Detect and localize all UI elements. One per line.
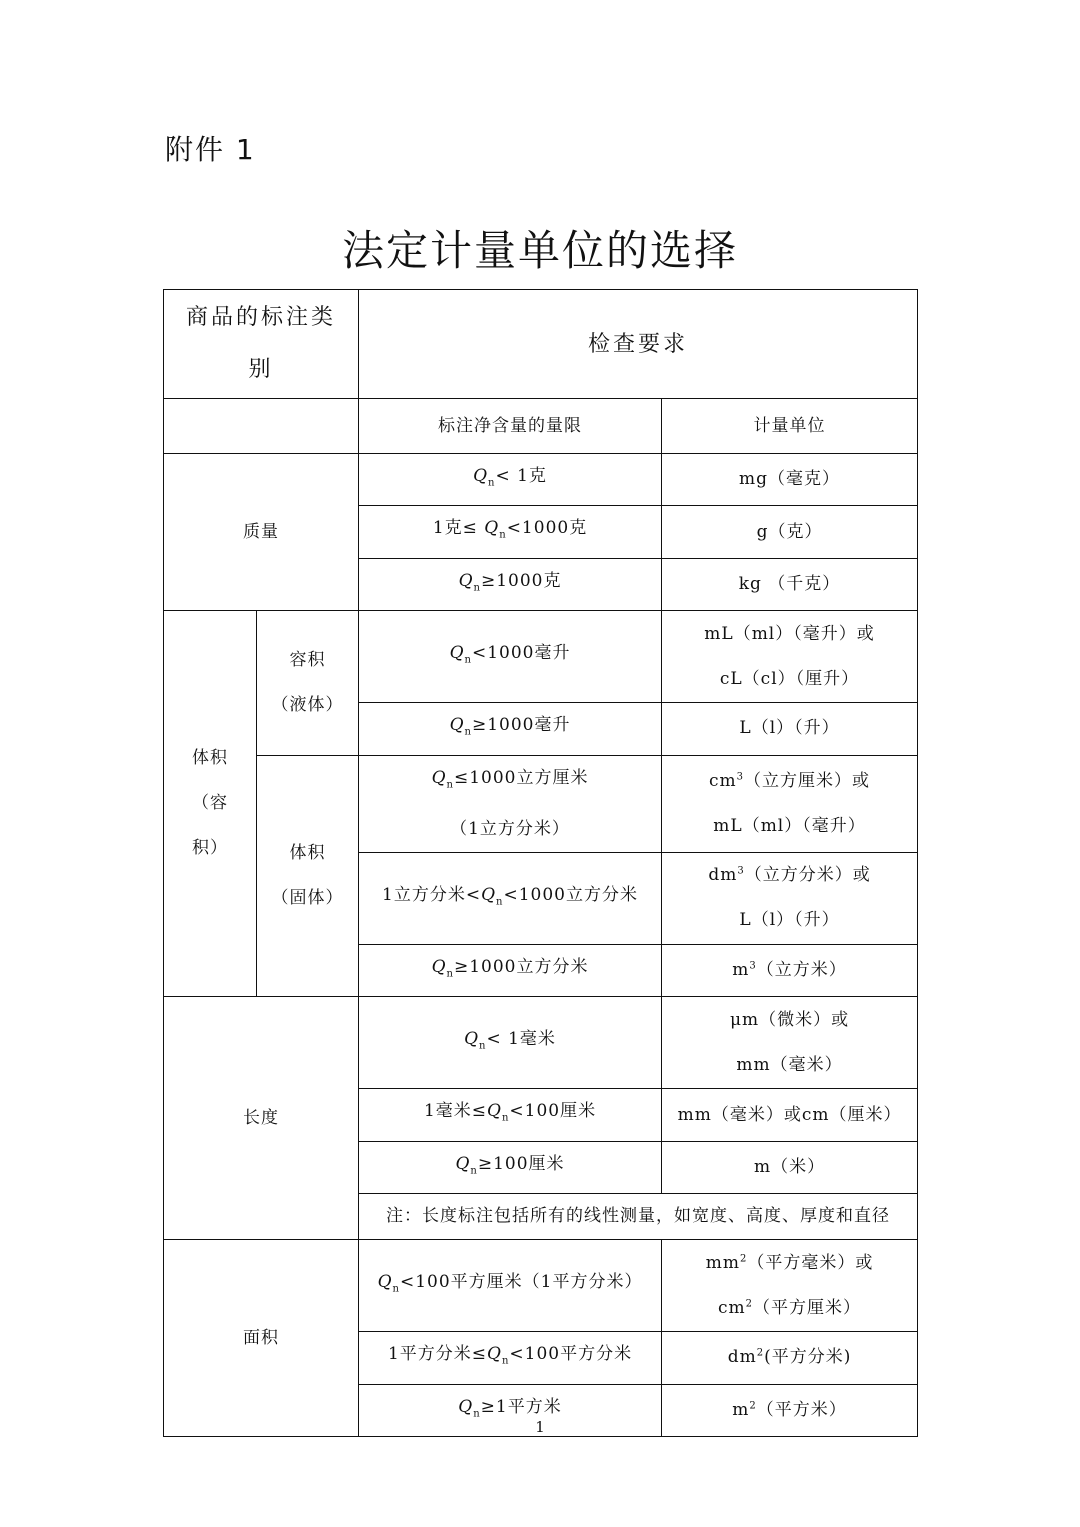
unit-cell: $m^3$（立方米） <box>662 944 918 996</box>
table-row <box>164 755 918 852</box>
length-note: 注：长度标注包括所有的线性测量，如宽度、高度、厚度和直径 <box>359 1194 918 1240</box>
limit-cell: $Q_n\ge 1000$立方分米 <box>359 944 662 996</box>
limit-cell: $Q_n< 1$毫米 <box>359 997 662 1089</box>
q-symbol: $Q_n$ <box>487 1101 510 1124</box>
limit-cell: 1立方分米$<Q_n<1000$立方分米 <box>359 852 662 944</box>
category-area: 面积 <box>164 1240 359 1437</box>
unit-cell: mm（毫米）或cm（厘米） <box>662 1089 918 1141</box>
q-symbol: $Q_n$ <box>449 715 472 738</box>
unit-cell: μm（微米）或 mm（毫米） <box>662 997 918 1089</box>
q-symbol: $Q_n$ <box>431 956 454 980</box>
q-symbol: $Q_n$ <box>455 1153 478 1177</box>
unit-cell: m（米） <box>662 1141 918 1193</box>
table-row <box>164 997 918 1089</box>
table-row <box>164 611 918 703</box>
subcategory-liquid: 容积 （液体） <box>257 611 359 755</box>
limit-cell: $Q_n\ge 1000$克 <box>359 558 662 610</box>
unit-cell: mL（ml）（毫升）或 cL（cl）（厘升） <box>662 611 918 703</box>
table-row <box>164 454 918 506</box>
q-symbol: $Q_n$ <box>377 1271 400 1295</box>
unit-cell: mg（毫克） <box>662 454 918 506</box>
q-symbol: $Q_n$ <box>487 1344 510 1367</box>
limit-cell: $Q_n< 1$克 <box>359 454 662 506</box>
category-header: 商品的标注类别 <box>164 290 359 399</box>
q-symbol: $Q_n$ <box>473 466 496 489</box>
subcategory-solid: 体积 （固体） <box>257 755 359 997</box>
limit-cell: $Q_n<100$平方厘米（1平方分米） <box>359 1240 662 1332</box>
category-volume: 体积 （容 积） <box>164 611 257 997</box>
category-quality: 质量 <box>164 454 359 611</box>
table-row <box>164 1240 918 1332</box>
attachment-label: 附件 1 <box>165 133 256 166</box>
q-symbol: $Q_n$ <box>449 642 472 666</box>
document-title: 法定计量单位的选择 <box>341 226 738 275</box>
unit-cell: $mm^2$（平方毫米）或 $cm^2$（平方厘米） <box>662 1240 918 1332</box>
limit-cell: $Q_n\ge 100$厘米 <box>359 1141 662 1193</box>
q-symbol: $Q_n$ <box>464 1029 487 1052</box>
unit-cell: $dm^3$（立方分米）或 L（l）（升） <box>662 852 918 944</box>
table-header-row <box>164 290 918 399</box>
page-number: 1 <box>535 1418 545 1436</box>
limit-cell: $Q_n\ge 1$平方米 <box>359 1384 662 1436</box>
unit-cell: $m^2$（平方米） <box>662 1384 918 1436</box>
unit-cell: kg （千克） <box>662 558 918 610</box>
subheader-row <box>164 399 918 454</box>
limit-cell: 1平方分米$\le Q_n<100$平方分米 <box>359 1332 662 1384</box>
blank-cell <box>164 399 359 454</box>
unit-cell: $cm^3$（立方厘米）或 mL（ml）（毫升） <box>662 755 918 852</box>
limit-cell: $Q_n<1000$毫升 <box>359 611 662 703</box>
q-symbol: $Q_n$ <box>458 570 481 594</box>
unit-cell: L（l）（升） <box>662 703 918 755</box>
limit-cell: $Q_n\ge 1000$毫升 <box>359 703 662 755</box>
q-symbol: $Q_n$ <box>458 1396 481 1419</box>
unit-column-header: 计量单位 <box>662 399 918 454</box>
unit-cell: g（克） <box>662 506 918 558</box>
q-symbol: $Q_n$ <box>481 884 504 908</box>
unit-cell: $dm^2$(平方分米) <box>662 1332 918 1384</box>
q-symbol: $Q_n$ <box>431 767 454 790</box>
category-length: 长度 <box>164 997 359 1240</box>
limit-cell: 1克≤ $Q_n<1000$克 <box>359 506 662 558</box>
requirement-header: 检查要求 <box>359 290 918 399</box>
q-symbol: $Q_n$ <box>484 518 507 541</box>
limit-cell: $Q_n\le 1000$立方厘米 （1立方分米） <box>359 755 662 852</box>
limit-column-header: 标注净含量的量限 <box>359 399 662 454</box>
unit-selection-table <box>163 289 918 1437</box>
limit-cell: 1毫米$\le Q_n<100$厘米 <box>359 1089 662 1141</box>
